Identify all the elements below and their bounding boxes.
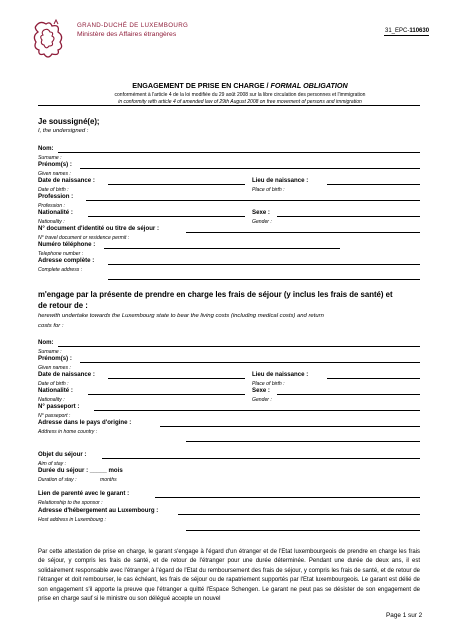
page-number: Page 1 sur 2 xyxy=(386,612,423,619)
guest-birth-place-field[interactable] xyxy=(327,378,420,379)
sponsor-gender-label: Sexe : xyxy=(252,209,270,216)
sponsor-given-names-label: Prénom(s) : xyxy=(38,161,72,168)
guest-home-address-label-en: Address in home country : xyxy=(38,429,98,435)
guest-passport-label-en: N° passeport : xyxy=(38,413,71,419)
sponsor-address-label: Adresse complète : xyxy=(38,257,95,264)
sponsor-nationality-field[interactable] xyxy=(88,216,245,217)
sponsor-phone-label-en: Telephone number : xyxy=(38,251,84,257)
host-address-field[interactable] xyxy=(178,514,420,515)
guest-birth-place-label: Lieu de naissance : xyxy=(252,371,309,378)
form-title: ENGAGEMENT DE PRISE EN CHARGE / FORMAL OBLIGATION xyxy=(132,81,348,90)
sponsor-nationality-label: Nationalité : xyxy=(38,209,73,216)
guest-given-names-field[interactable] xyxy=(80,362,420,363)
government-name: GRAND-DUCHÉ DE LUXEMBOURG xyxy=(77,22,189,29)
sponsor-given-names-label-en: Given names : xyxy=(38,171,71,177)
undersigned-heading: Je soussigné(e); xyxy=(38,117,100,126)
luxembourg-lion-coat-of-arms-icon xyxy=(30,18,70,60)
sponsor-given-names-field[interactable] xyxy=(80,168,420,169)
guest-nationality-label-en: Nationality : xyxy=(38,397,65,403)
sponsor-relationship-field[interactable] xyxy=(155,497,420,498)
guest-home-address-label: Adresse dans le pays d'origine : xyxy=(38,419,132,426)
sponsor-document-field[interactable] xyxy=(186,232,420,233)
sponsor-address-field[interactable] xyxy=(108,264,420,265)
sponsor-nationality-label-en: Nationality : xyxy=(38,219,65,225)
sponsor-address-label-en: Complete address : xyxy=(38,267,83,273)
obligation-heading-1: m'engage par la présente de prendre en charge les frais de séjour (y inclus les frais de santé) et xyxy=(38,290,393,299)
sponsor-surname-label-en: Surname : xyxy=(38,155,62,161)
sponsor-phone-label: Numéro téléphone : xyxy=(38,241,96,248)
obligation-heading-en-1: herewith undertake towards the Luxembourg state to bear the living costs (including medical costs) and return xyxy=(38,313,324,319)
sponsor-profession-label: Profession : xyxy=(38,193,74,200)
sponsor-birth-place-label: Lieu de naissance : xyxy=(252,177,309,184)
host-address-label-en: Host address in Luxembourg : xyxy=(38,517,106,523)
guest-gender-label: Sexe : xyxy=(252,387,270,394)
ministry-name: Ministère des Affaires étrangères xyxy=(77,31,177,38)
sponsor-phone-field[interactable] xyxy=(104,248,340,249)
title-bottom-rule xyxy=(38,105,420,106)
sponsor-birth-place-field[interactable] xyxy=(327,184,420,185)
sponsor-gender-label-en: Gender : xyxy=(252,219,272,225)
sponsor-birth-date-field[interactable] xyxy=(108,184,245,185)
sponsor-birth-date-label-en: Date of birth : xyxy=(38,187,69,193)
sponsor-document-label: N° document d'identité ou titre de séjour : xyxy=(38,225,160,232)
sponsor-birth-date-label: Date de naissance : xyxy=(38,177,95,184)
sponsor-surname-label: Nom: xyxy=(38,145,54,152)
sponsor-address-field-2[interactable] xyxy=(108,279,420,280)
host-address-label: Adresse d'hébergement au Luxembourg : xyxy=(38,507,159,514)
sponsor-gender-field[interactable] xyxy=(277,216,420,217)
stay-purpose-label-en: Aim of stay : xyxy=(38,461,67,467)
sponsor-profession-field[interactable] xyxy=(86,200,420,201)
sponsor-birth-place-label-en: Place of birth : xyxy=(252,187,285,193)
guest-home-address-field[interactable] xyxy=(160,426,420,427)
stay-purpose-label: Objet du séjour : xyxy=(38,451,87,458)
guest-gender-field[interactable] xyxy=(277,394,420,395)
guest-passport-label: N° passeport : xyxy=(38,403,80,410)
stay-duration-months-en: months xyxy=(100,477,117,483)
obligation-heading-2: de retour de : xyxy=(38,301,88,310)
guest-birth-date-label: Date de naissance : xyxy=(38,371,95,378)
guest-birth-place-label-en: Place of birth : xyxy=(252,381,285,387)
sponsor-document-label-en: N° travel document or residence permit : xyxy=(38,235,130,241)
guest-nationality-field[interactable] xyxy=(88,394,245,395)
sponsor-surname-field[interactable] xyxy=(58,152,420,153)
legal-basis-fr: conformément à l'article 4 de la loi modifiée du 29 août 2008 sur la libre circulation des personnes et l'immigration xyxy=(114,92,366,98)
guest-given-names-label-en: Given names : xyxy=(38,365,71,371)
host-address-field-2[interactable] xyxy=(186,530,420,531)
guest-surname-label-en: Surname : xyxy=(38,349,62,355)
guest-birth-date-field[interactable] xyxy=(108,378,245,379)
guest-surname-label: Nom: xyxy=(38,339,54,346)
guest-passport-field[interactable] xyxy=(94,410,420,411)
guest-given-names-label: Prénom(s) : xyxy=(38,355,72,362)
stay-purpose-field[interactable] xyxy=(102,458,420,459)
guest-nationality-label: Nationalité : xyxy=(38,387,73,394)
stay-duration-label: Durée du séjour : _____ mois xyxy=(38,467,123,474)
reference-underline xyxy=(384,35,429,36)
guest-surname-field[interactable] xyxy=(58,346,420,347)
sponsor-profession-label-en: Profession : xyxy=(38,203,65,209)
legal-paragraph: Par cette attestation de prise en charge, le garant s'engage à l'égard d'un étranger et de l'Etat luxembourgeois de prendre en charge les frais de séjour, y compris les frais de santé, et de retour de l'étranger pour une durée déterminée. Pendant une durée de deux ans, il est solidairement responsable avec l'étranger à l'égard de l'Etat du remboursement des frais de séjour, y compris les frais de santé, et de retour de l'étranger et doit rembourser, le cas échéant, les frais de séjour ou de rapatriement supportés par l'Etat luxembourgeois. Le garant est délié de son engagement s'il apporte la preuve que l'étranger a quitté l'Espace Schengen. Le garant ne peut pas se désister de son engagement de prise en charge sauf si le ministre ou son délégué accepte un nouvel xyxy=(38,549,420,603)
obligation-heading-en-2: costs for : xyxy=(38,323,64,329)
legal-basis-en: in conformity with article 4 of amended law of 29th August 2008 on free movement of persons and immigration xyxy=(118,99,362,105)
guest-home-address-field-2[interactable] xyxy=(186,441,420,442)
guest-gender-label-en: Gender : xyxy=(252,397,272,403)
sponsor-relationship-label-en: Relationship to the sponsor : xyxy=(38,500,103,506)
stay-duration-blank[interactable]: _____ xyxy=(89,467,107,474)
form-reference: 31_EPC-110630 xyxy=(385,28,430,34)
stay-duration-label-en: Duration of stay : xyxy=(38,477,77,483)
sponsor-relationship-label: Lien de parenté avec le garant : xyxy=(38,490,130,497)
guest-birth-date-label-en: Date of birth : xyxy=(38,381,69,387)
undersigned-heading-en: I, the undersigned : xyxy=(38,128,89,134)
